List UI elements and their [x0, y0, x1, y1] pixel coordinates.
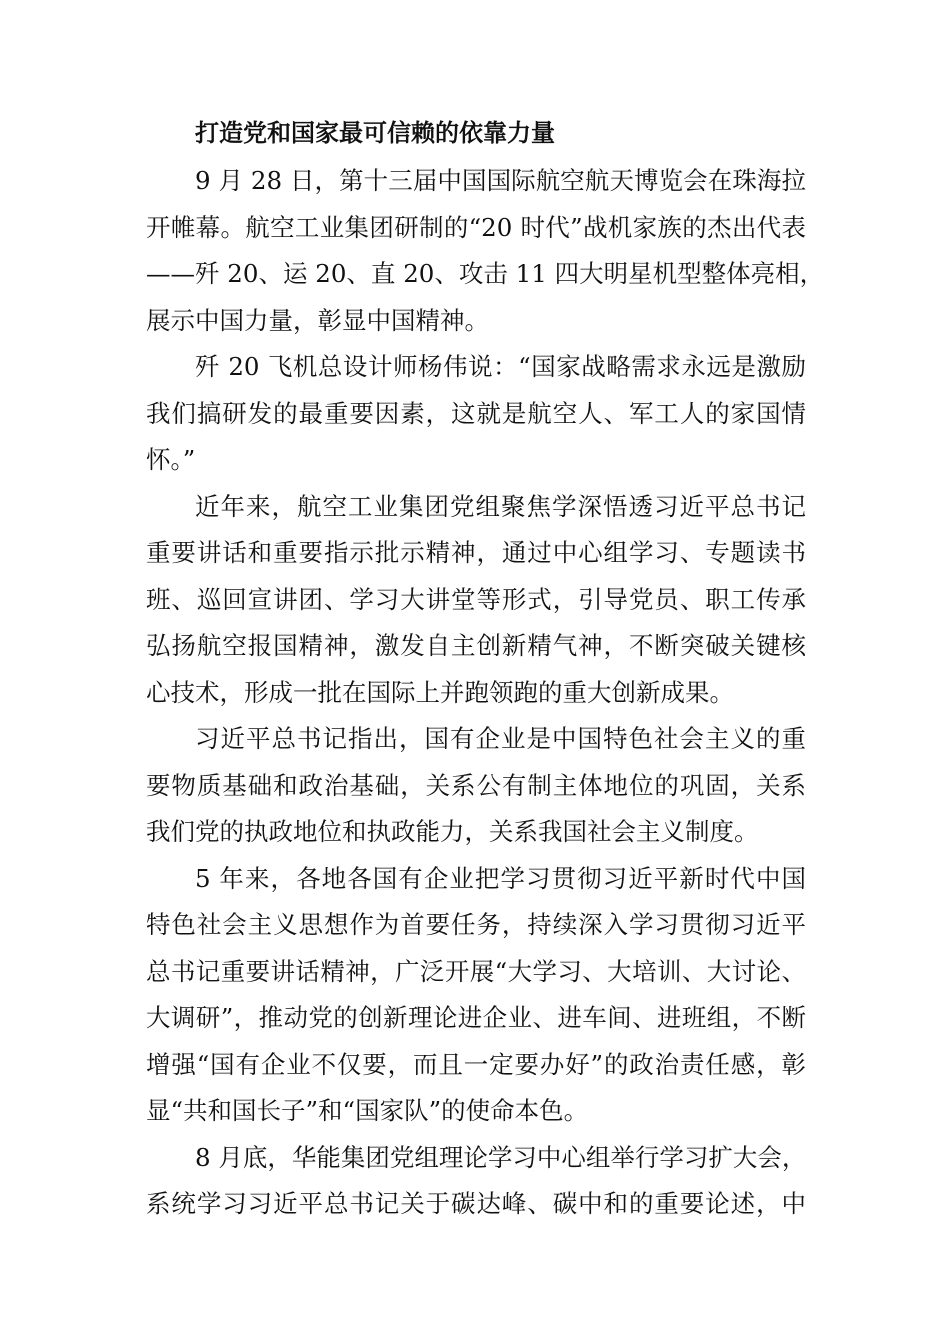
- text-line: 开帷幕。航空工业集团研制的“20 时代”战机家族的杰出代表: [146, 212, 806, 242]
- paragraph-2: [146, 344, 806, 484]
- text-line: 展示中国力量，彰显中国精神。: [146, 305, 489, 335]
- text-line: 重要讲话和重要指示批示精神，通过中心组学习、专题读书: [146, 538, 806, 567]
- text-line: 8 月底，华能集团党组理论学习中心组举行学习扩大会，: [195, 1142, 807, 1172]
- text-line: 5 年来，各地各国有企业把学习贯彻习近平新时代中国: [195, 863, 806, 893]
- text-line: 总书记重要讲话精神，广泛开展“大学习、大培训、大讨论、: [146, 956, 806, 986]
- text-line: 歼 20 飞机总设计师杨伟说：“国家战略需求永远是激励: [195, 352, 806, 381]
- text-line: 系统学习习近平总书记关于碳达峰、碳中和的重要论述，中: [146, 1189, 806, 1218]
- text-line: 习近平总书记指出，国有企业是中国特色社会主义的重: [195, 724, 806, 753]
- paragraph-1: [146, 158, 825, 344]
- paragraph-5: [146, 856, 806, 1135]
- text-line: 我们搞研发的最重要因素，这就是航空人、军工人的家国情: [146, 398, 806, 428]
- text-line: 显“共和国长子”和“国家队”的使命本色。: [146, 1096, 589, 1125]
- text-line: 我们党的执政地位和执政能力，关系我国社会主义制度。: [146, 817, 759, 846]
- text-line: 要物质基础和政治基础，关系公有制主体地位的巩固，关系: [146, 770, 806, 800]
- text-line: 近年来，航空工业集团党组聚焦学深悟透习近平总书记: [195, 491, 806, 521]
- document-body: [146, 158, 825, 1228]
- text-line: 班、巡回宣讲团、学习大讲堂等形式，引导党员、职工传承: [146, 584, 806, 614]
- text-line: 怀。”: [146, 445, 196, 474]
- text-line: 心技术，形成一批在国际上并跑领跑的重大创新成果。: [146, 677, 734, 707]
- text-line: 特色社会主义思想作为首要任务，持续深入学习贯彻习近平: [146, 910, 806, 939]
- paragraph-4: [146, 716, 806, 856]
- text-line: ——歼 20、运 20、直 20、攻击 11 四大明星机型整体亮相，: [146, 259, 825, 288]
- text-line: 大调研”，推动党的创新理论进企业、进车间、进班组，不断: [146, 1003, 806, 1032]
- text-line: 弘扬航空报国精神，激发自主创新精气神，不断突破关键核: [146, 631, 806, 660]
- text-line: 9 月 28 日，第十三届中国国际航空航天博览会在珠海拉: [195, 166, 806, 195]
- paragraph-3: [146, 484, 806, 717]
- document-title: 打造党和国家最可信赖的依靠力量: [195, 119, 555, 147]
- text-line: 增强“国有企业不仅要，而且一定要办好”的政治责任感，彰: [146, 1049, 806, 1079]
- paragraph-6: [146, 1135, 806, 1228]
